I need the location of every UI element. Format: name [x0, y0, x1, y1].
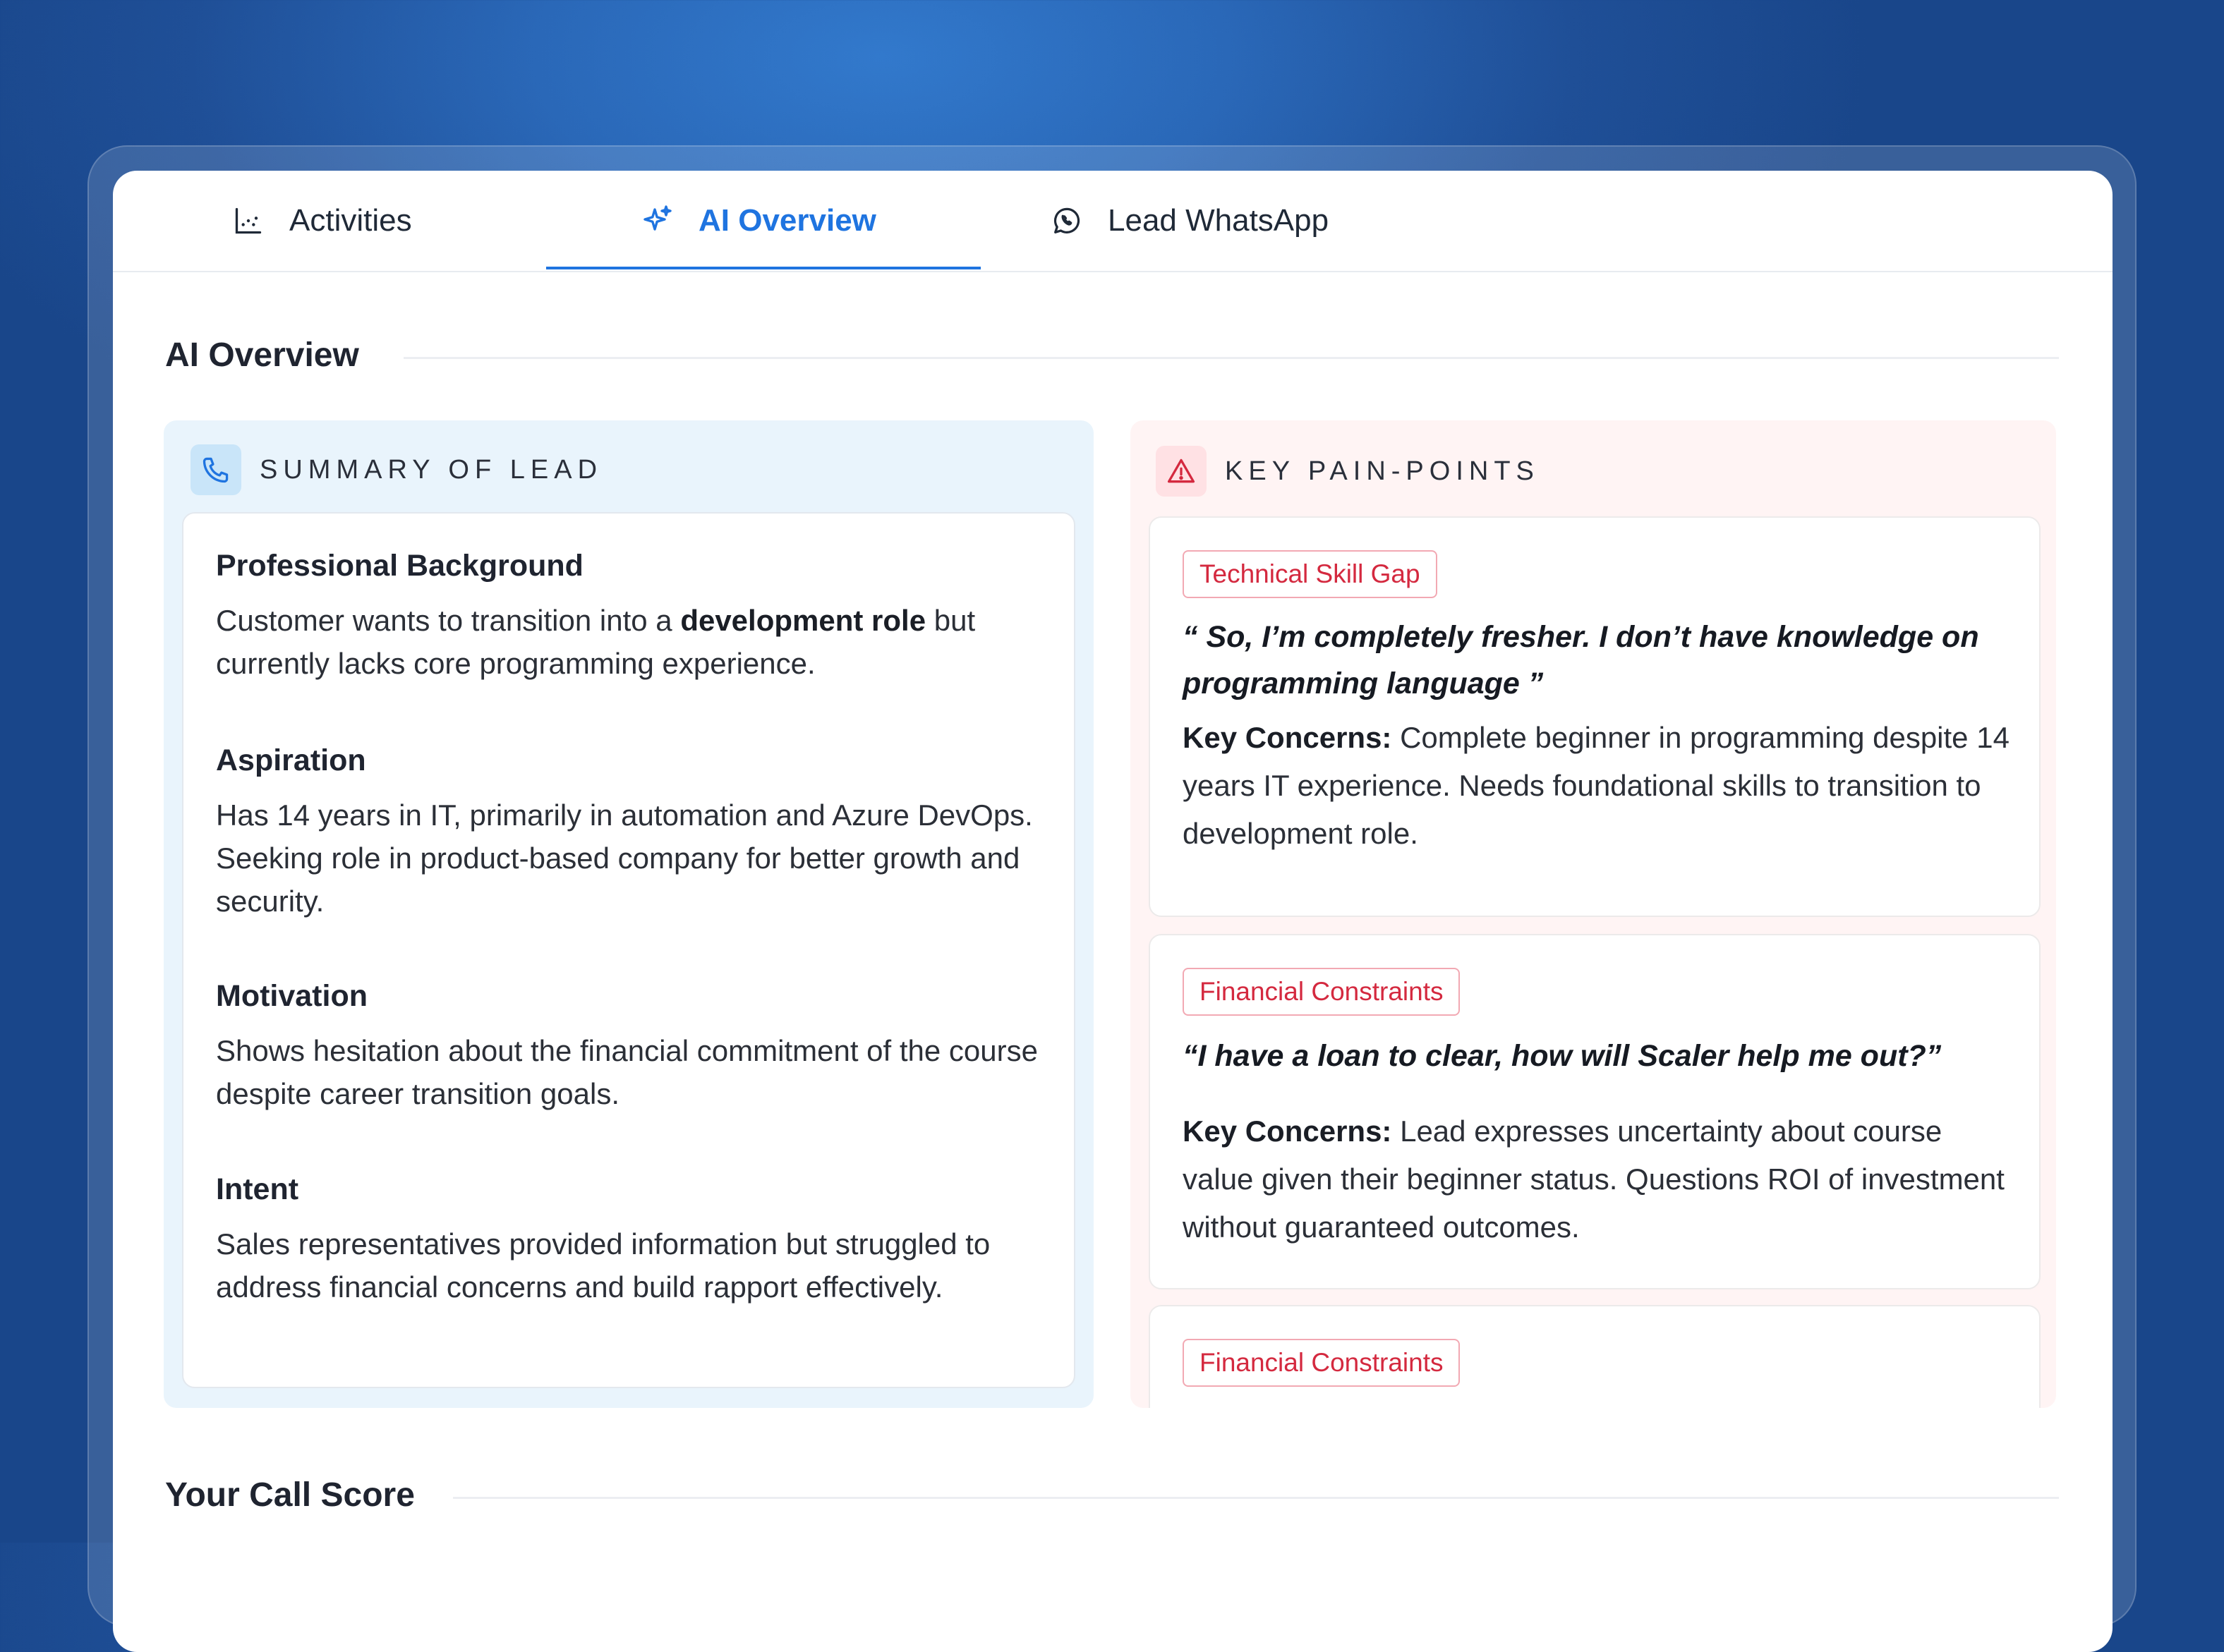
call-score-title: Your Call Score [165, 1476, 415, 1514]
summary-item-heading: Professional Background [216, 549, 584, 583]
whatsapp-icon [1050, 204, 1084, 238]
concern-text: Complete beginner in programming despite 14 years IT experience. Needs foundational skills to transition to development role. [1183, 721, 2010, 850]
summary-item-heading: Aspiration [216, 743, 366, 777]
summary-label: SUMMARY OF LEAD [260, 454, 603, 485]
tab-lead-whatsapp-label: Lead WhatsApp [1108, 203, 1329, 238]
summary-card [182, 512, 1075, 1388]
summary-item-text [216, 599, 1048, 685]
painpoint-quote: “ So, I’m completely fresher. I don’t have knowledge on programming language ” [1183, 620, 1979, 700]
summary-item-text: Sales representatives provided information but struggled to address financial concerns and build rapport effectively. [216, 1227, 991, 1304]
section-divider [453, 1497, 2059, 1499]
summary-item [216, 549, 1048, 685]
painpoint-tag: Financial Constraints [1183, 1339, 1460, 1387]
painpoint-concern [1183, 714, 2015, 858]
section-divider [404, 357, 2059, 359]
summary-item [216, 1172, 1048, 1308]
painpoint-card [1149, 1305, 2041, 1408]
chart-dots-icon [231, 204, 265, 238]
painpoints-panel [1130, 420, 2056, 1408]
text-segment: but currently lacks core programming experience. [216, 604, 976, 680]
ai-overview-title: AI Overview [165, 336, 359, 374]
summary-item [216, 743, 1048, 923]
emphasis-text: development role [680, 604, 926, 637]
concern-label: Key Concerns: [1183, 721, 1392, 754]
summary-panel [164, 420, 1094, 1408]
concern-label: Key Concerns: [1183, 1115, 1392, 1148]
summary-item-heading: Intent [216, 1172, 299, 1206]
summary-item-text: Shows hesitation about the financial commitment of the course despite career transition goals. [216, 1034, 1038, 1110]
painpoint-card [1149, 934, 2041, 1289]
painpoints-header [1156, 446, 1540, 497]
tab-ai-overview[interactable] [641, 171, 876, 271]
tab-bar [113, 171, 2113, 272]
tab-activities[interactable] [231, 171, 412, 271]
warning-icon [1156, 446, 1207, 497]
tab-ai-overview-label: AI Overview [699, 203, 876, 238]
painpoints-label: KEY PAIN-POINTS [1225, 456, 1540, 486]
summary-item-heading: Motivation [216, 979, 368, 1013]
painpoint-quote: “I have a loan to clear, how will Scaler help me out?” [1183, 1039, 1942, 1073]
summary-item [216, 979, 1048, 1115]
summary-header [191, 444, 603, 495]
tab-activities-label: Activities [289, 203, 412, 238]
active-tab-indicator [546, 267, 981, 269]
text-segment: Customer wants to transition into a [216, 604, 681, 637]
painpoint-card [1149, 516, 2041, 917]
summary-item-text: Has 14 years in IT, primarily in automation and Azure DevOps. Seeking role in product-based company for better growth and security. [216, 798, 1033, 918]
painpoint-tag: Technical Skill Gap [1183, 550, 1437, 598]
phone-icon [191, 444, 241, 495]
painpoint-tag: Financial Constraints [1183, 968, 1460, 1016]
concern-text: Lead expresses uncertainty about course value given their beginner status. Questions ROI of investment without guaranteed outcomes. [1183, 1115, 2005, 1244]
sparkle-icon [641, 204, 675, 238]
lead-details-window [113, 171, 2113, 1652]
painpoint-concern [1183, 1107, 2015, 1251]
tab-lead-whatsapp[interactable] [1050, 171, 1329, 271]
